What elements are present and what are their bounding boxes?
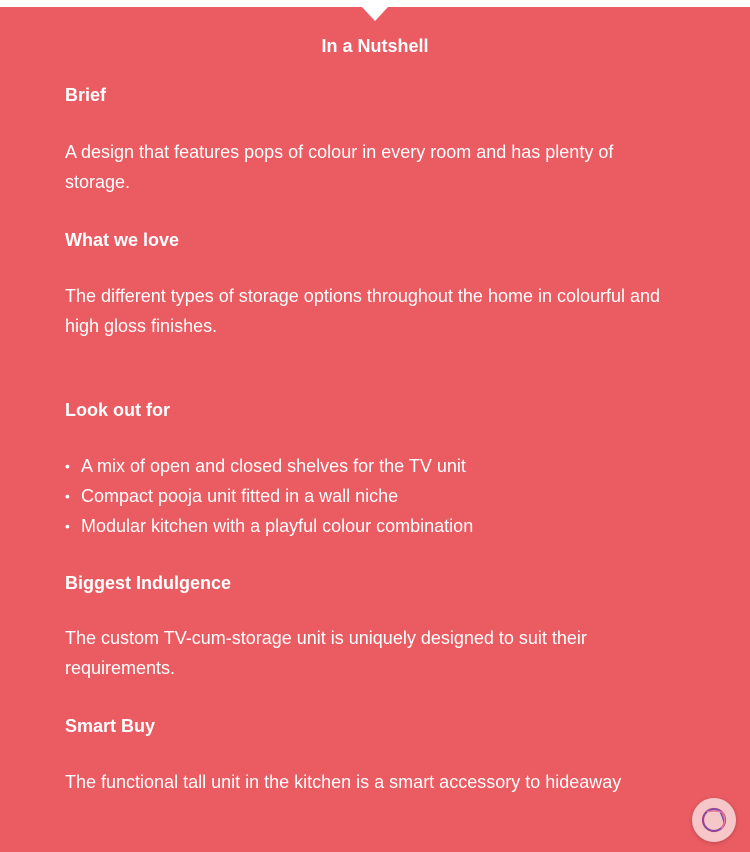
look-out-for-heading: Look out for <box>65 400 170 420</box>
ring-logo-icon <box>698 804 730 836</box>
bullet-icon: • <box>65 458 70 474</box>
smart-buy-text: The functional tall unit in the kitchen is a smart accessory to hideaway <box>65 772 622 792</box>
biggest-indulgence-text: The custom TV-cum-storage unit is uniquely designed to suit their requirements. <box>65 628 587 678</box>
nutshell-panel <box>0 7 750 852</box>
floating-logo-button[interactable] <box>692 798 736 842</box>
panel-notch <box>362 7 388 21</box>
bullet-icon: • <box>65 518 70 534</box>
bullet-icon: • <box>65 488 70 504</box>
top-strip <box>0 0 750 7</box>
list-item-text: Modular kitchen with a playful colour combination <box>81 516 474 536</box>
list-item <box>65 451 473 481</box>
list-item <box>65 511 473 541</box>
list-item-text: A mix of open and closed shelves for the TV unit <box>81 456 466 476</box>
panel-title: In a Nutshell <box>321 36 429 56</box>
brief-heading: Brief <box>65 85 107 105</box>
smart-buy-heading: Smart Buy <box>65 716 156 736</box>
biggest-indulgence-heading: Biggest Indulgence <box>65 573 232 593</box>
brief-text: A design that features pops of colour in every room and has plenty of storage. <box>65 142 614 192</box>
look-out-for-list <box>65 451 473 541</box>
list-item <box>65 481 473 511</box>
list-item-text: Compact pooja unit fitted in a wall niche <box>81 486 399 506</box>
what-we-love-heading: What we love <box>65 230 180 250</box>
what-we-love-text: The different types of storage options throughout the home in colourful and high gloss finishes. <box>65 286 661 336</box>
